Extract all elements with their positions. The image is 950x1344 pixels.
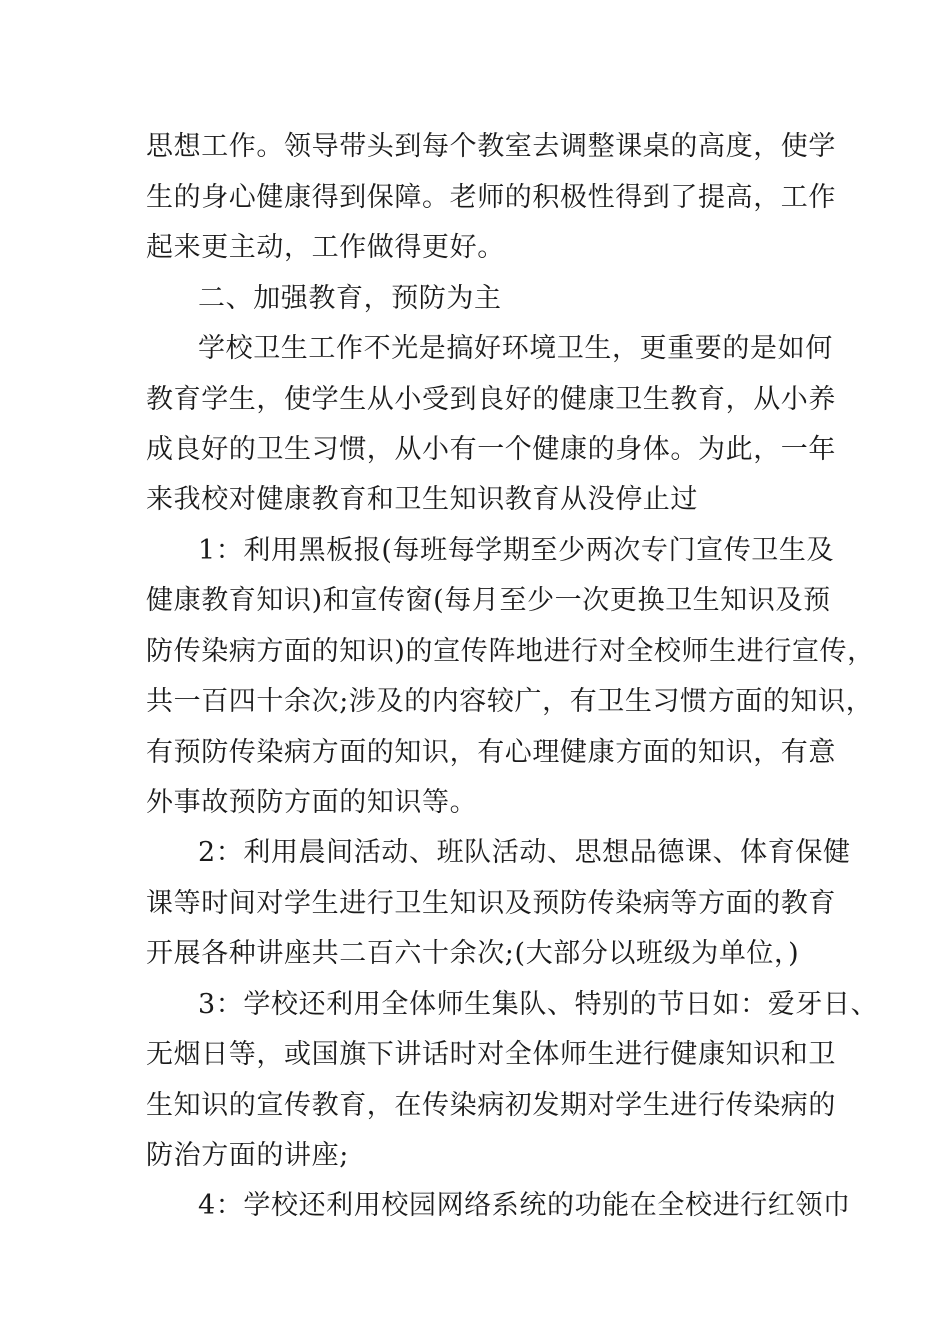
text-line: 课等时间对学生进行卫生知识及预防传染病等方面的教育 [146,888,836,919]
section-heading: 二、加强教育，预防为主 [198,283,502,314]
text-line: 防治方面的讲座; [146,1140,349,1171]
list-item-1: 1：利用黑板报(每班每学期至少两次专门宣传卫生及 [198,535,835,566]
text-line: 教育学生，使学生从小受到良好的健康卫生教育，从小养 [146,384,836,415]
list-item-3: 3：学校还利用全体师生集队、特别的节日如：爱牙日、 [198,989,879,1020]
text-line: 健康教育知识)和宣传窗(每月至少一次更换卫生知识及预 [146,585,831,616]
text-line: 生的身心健康得到保障。老师的积极性得到了提高，工作 [146,182,836,213]
text-line: 共一百四十余次;涉及的内容较广，有卫生习惯方面的知识， [146,686,874,717]
text-line: 成良好的卫生习惯，从小有一个健康的身体。为此，一年 [146,434,836,465]
text-line: 来我校对健康教育和卫生知识教育从没停止过 [146,484,698,515]
text-line: 有预防传染病方面的知识，有心理健康方面的知识，有意 [146,737,836,768]
text-line: 防传染病方面的知识)的宣传阵地进行对全校师生进行宣传， [146,636,875,667]
text-line: 开展各种讲座共二百六十余次;(大部分以班级为单位，) [146,938,800,969]
text-line: 外事故预防方面的知识等。 [146,787,478,818]
list-item-4: 4：学校还利用校园网络系统的功能在全校进行红领巾 [198,1190,851,1221]
text-line: 生知识的宣传教育，在传染病初发期对学生进行传染病的 [146,1090,836,1121]
text-line: 学校卫生工作不光是搞好环境卫生，更重要的是如何 [198,333,833,364]
list-item-2: 2：利用晨间活动、班队活动、思想品德课、体育保健 [198,837,851,868]
text-line: 思想工作。领导带头到每个教室去调整课桌的高度，使学 [146,131,836,162]
text-line: 无烟日等，或国旗下讲话时对全体师生进行健康知识和卫 [146,1039,836,1070]
text-line: 起来更主动，工作做得更好。 [146,232,505,263]
